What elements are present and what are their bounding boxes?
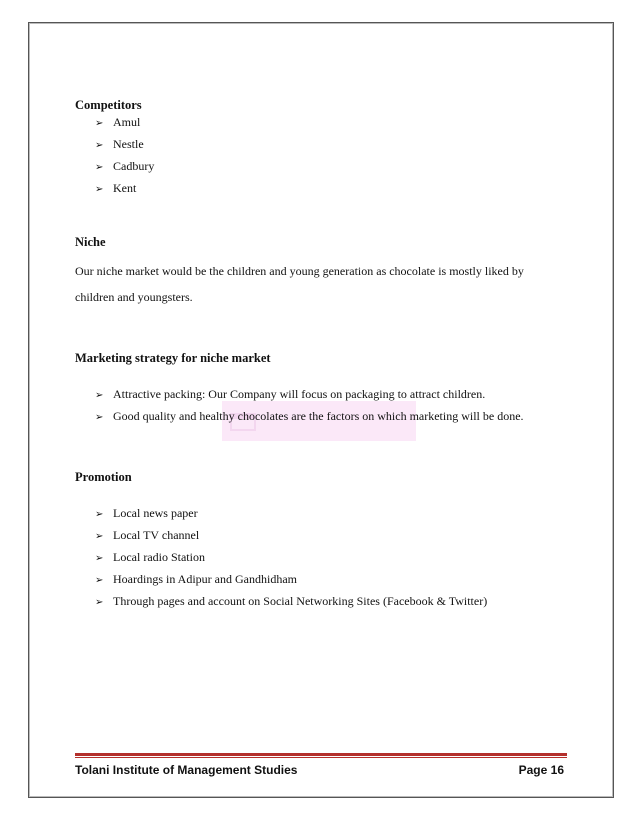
- footer-rule-thin: [75, 757, 567, 758]
- page-number: Page 16: [518, 763, 564, 777]
- list-item: ➢ Through pages and account on Social Networking Sites (Facebook & Twitter): [95, 590, 487, 612]
- arrow-bullet-icon: ➢: [95, 531, 104, 542]
- marketing-list: [95, 383, 524, 427]
- niche-heading: Niche: [75, 235, 106, 249]
- arrow-bullet-icon: ➢: [95, 597, 104, 608]
- promotion-list: [95, 502, 487, 612]
- list-item: ➢ Attractive packing: Our Company will focus on packaging to attract children.: [95, 383, 524, 405]
- arrow-bullet-icon: ➢: [95, 553, 104, 564]
- list-item: ➢ Local radio Station: [95, 546, 487, 568]
- arrow-bullet-icon: ➢: [95, 118, 104, 129]
- arrow-bullet-icon: ➢: [95, 509, 104, 520]
- arrow-bullet-icon: ➢: [95, 390, 104, 401]
- niche-paragraph: Our niche market would be the children and young generation as chocolate is mostly liked by children and youngsters.: [75, 264, 524, 304]
- list-item: ➢ Local news paper: [95, 502, 487, 524]
- list-item: ➢ Nestle: [95, 133, 154, 155]
- list-item: ➢ Hoardings in Adipur and Gandhidham: [95, 568, 487, 590]
- list-item: ➢ Cadbury: [95, 155, 154, 177]
- arrow-bullet-icon: ➢: [95, 162, 104, 173]
- list-item: ➢ Good quality and healthy chocolates are the factors on which marketing will be done.: [95, 405, 524, 427]
- footer-institute: Tolani Institute of Management Studies: [75, 763, 298, 777]
- competitors-heading: Competitors: [75, 98, 142, 112]
- arrow-bullet-icon: ➢: [95, 140, 104, 151]
- list-item: ➢ Local TV channel: [95, 524, 487, 546]
- arrow-bullet-icon: ➢: [95, 575, 104, 586]
- list-item: ➢ Kent: [95, 177, 154, 199]
- promotion-heading: Promotion: [75, 470, 132, 484]
- list-item: ➢ Amul: [95, 111, 154, 133]
- arrow-bullet-icon: ➢: [95, 412, 104, 423]
- arrow-bullet-icon: ➢: [95, 184, 104, 195]
- competitors-list: [95, 111, 154, 199]
- marketing-heading: Marketing strategy for niche market: [75, 351, 271, 365]
- footer-rule-thick: [75, 753, 567, 756]
